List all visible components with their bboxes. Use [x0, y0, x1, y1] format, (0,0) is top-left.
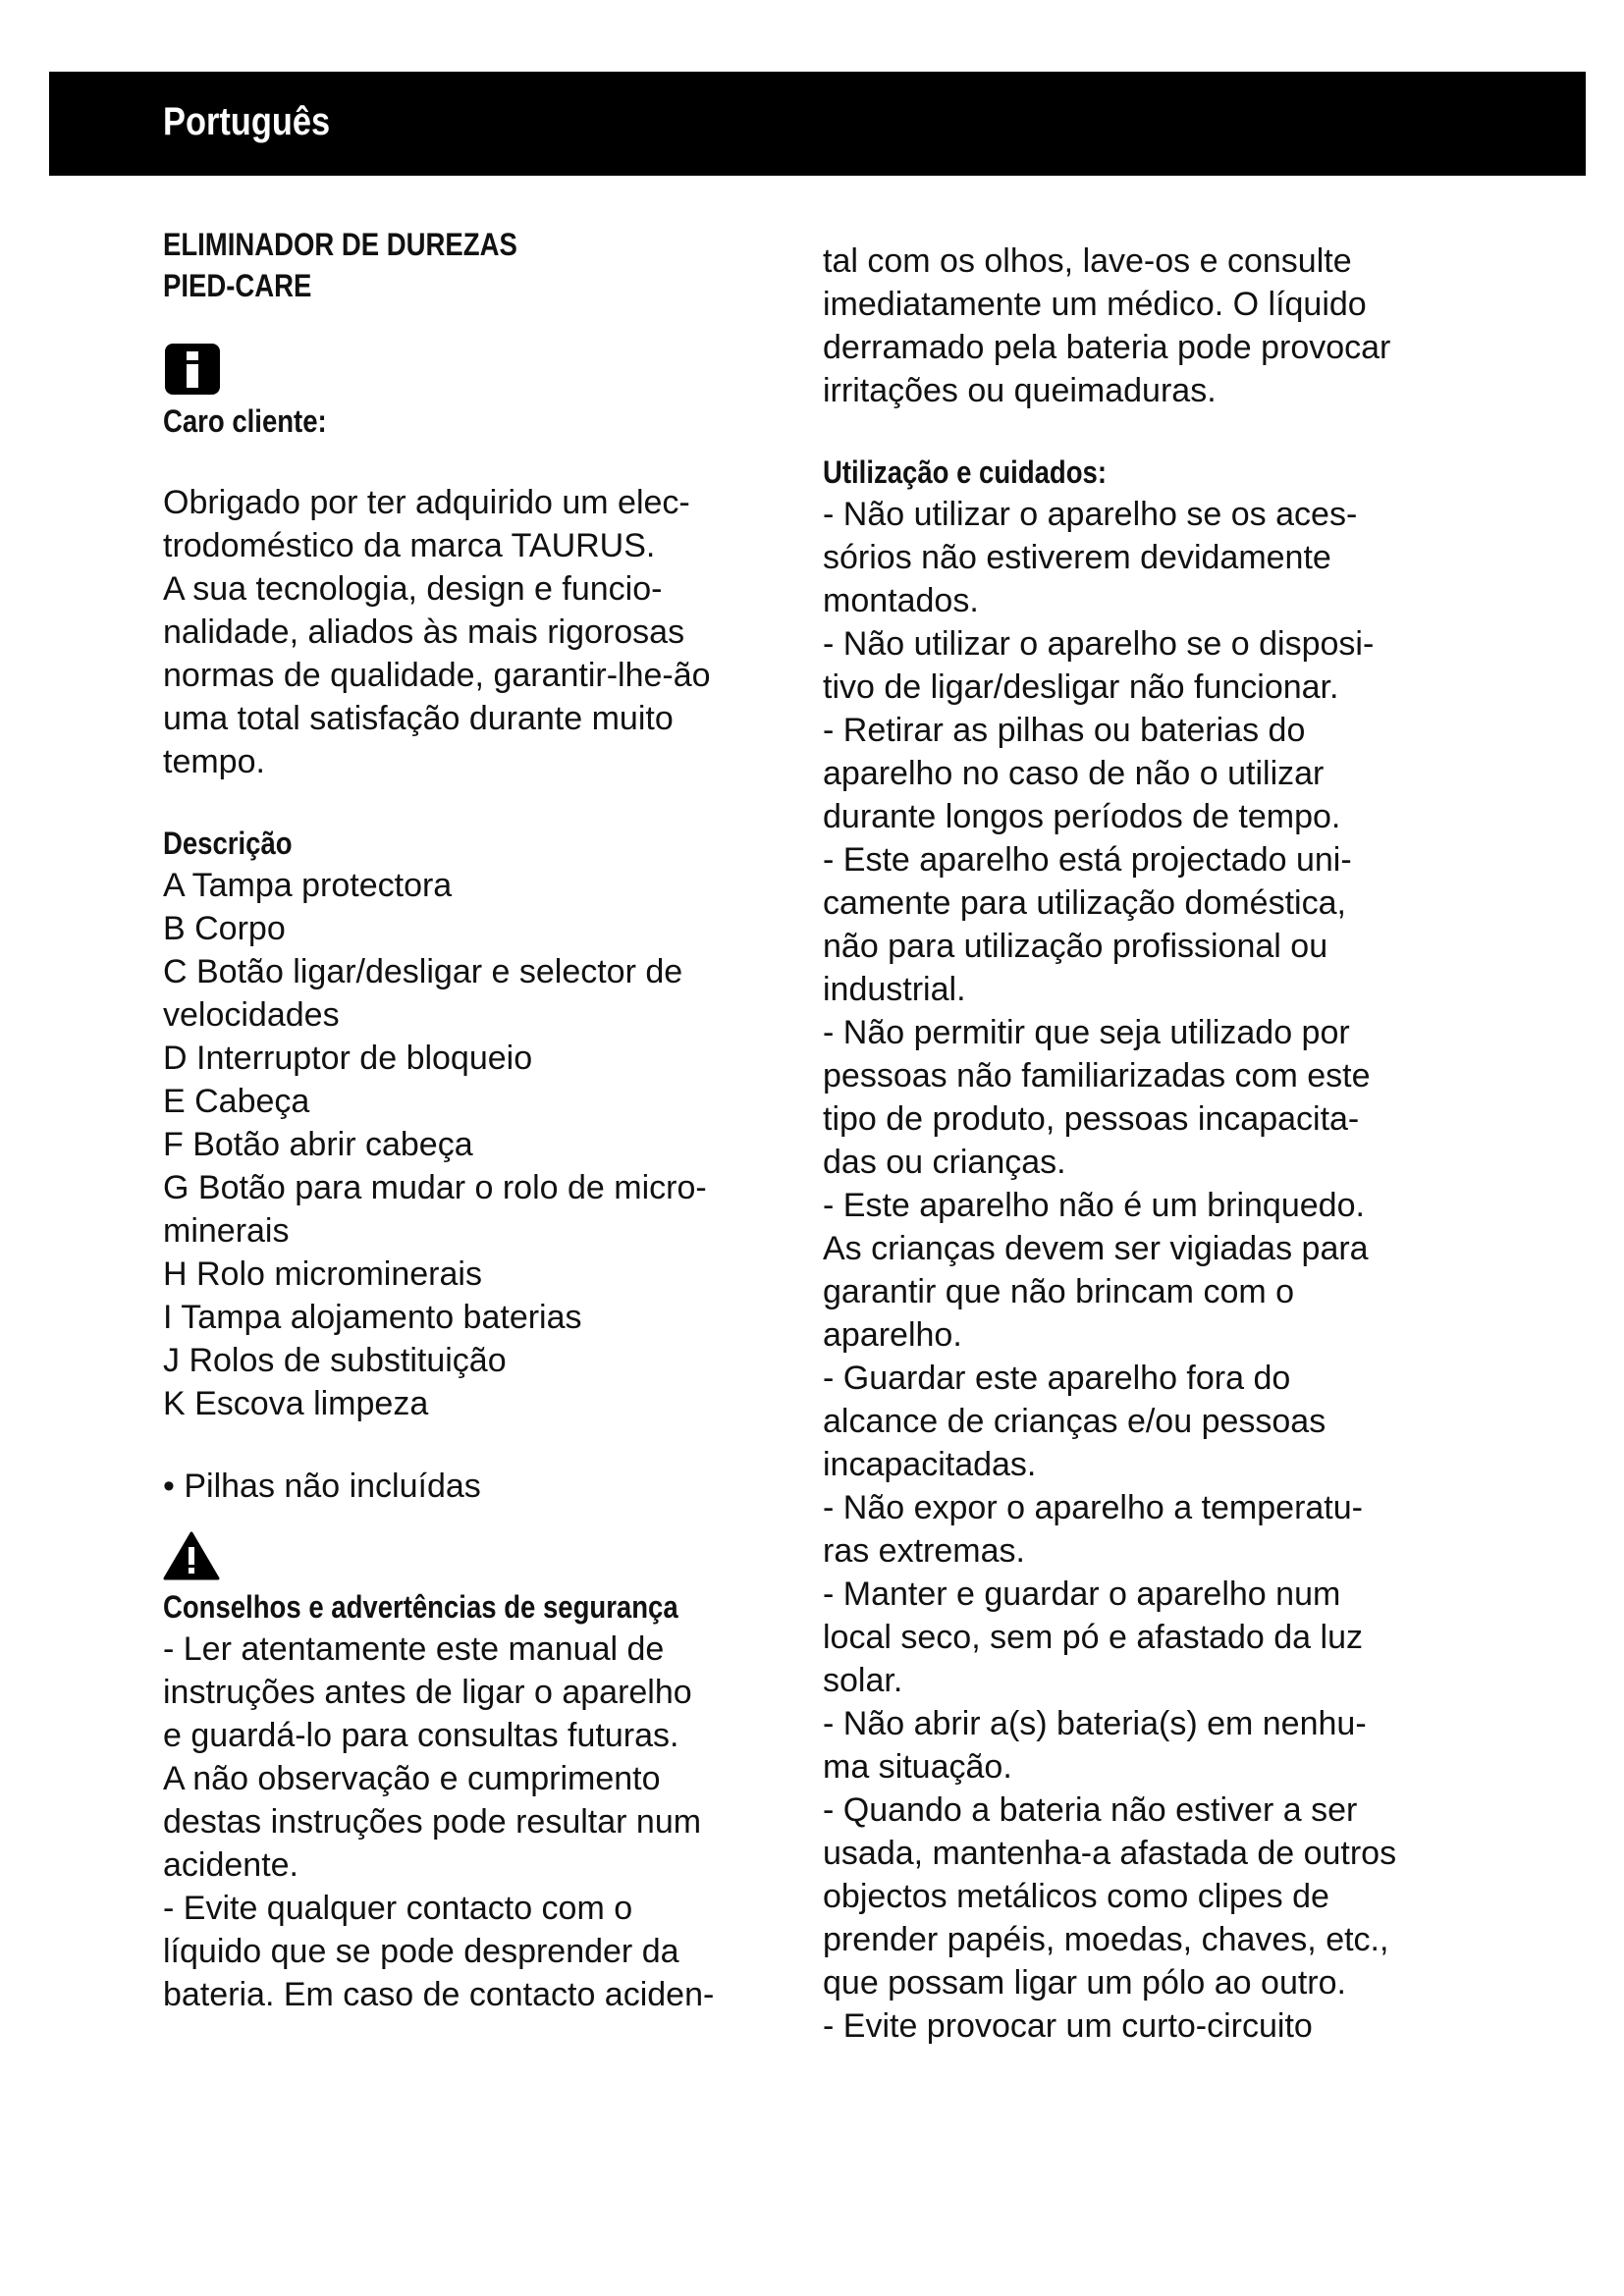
description-item: F Botão abrir cabeça — [163, 1126, 473, 1163]
safety-line: bateria. Em caso de contacto aciden- — [163, 1976, 715, 2013]
description-item: G Botão para mudar o rolo de micro- — [163, 1169, 707, 1206]
usage-line: local seco, sem pó e afastado da luz — [823, 1619, 1363, 1656]
usage-line: - Evite provocar um curto-circuito — [823, 2007, 1313, 2045]
right-column — [823, 240, 1451, 2048]
usage-line: - Este aparelho está projectado uni- — [823, 841, 1352, 879]
description-item: H Rolo microminerais — [163, 1255, 482, 1293]
usage-line: ras extremas. — [823, 1532, 1025, 1570]
batteries-note: • Pilhas não incluídas — [163, 1468, 481, 1505]
safety-line: acidente. — [163, 1846, 298, 1884]
usage-line: aparelho. — [823, 1316, 962, 1354]
usage-line: montados. — [823, 582, 979, 619]
description-item: E Cabeça — [163, 1083, 310, 1120]
description-item: K Escova limpeza — [163, 1385, 429, 1422]
usage-line: tivo de ligar/desligar não funcionar. — [823, 668, 1339, 706]
continued-line: imediatamente um médico. O líquido — [823, 286, 1367, 323]
usage-line: objectos metálicos como clipes de — [823, 1878, 1329, 1915]
usage-line: incapacitadas. — [823, 1446, 1037, 1483]
intro-line: Obrigado por ter adquirido um elec- — [163, 484, 690, 521]
greeting-heading: Caro cliente: — [163, 403, 327, 439]
usage-line: prender papéis, moedas, chaves, etc., — [823, 1921, 1389, 1958]
language-header-bar — [49, 72, 1586, 176]
intro-line: uma total satisfação durante muito — [163, 700, 674, 737]
safety-line: destas instruções pode resultar num — [163, 1803, 702, 1841]
usage-line: camente para utilização doméstica, — [823, 884, 1346, 922]
usage-line: As crianças devem ser vigiadas para — [823, 1230, 1369, 1267]
usage-line: solar. — [823, 1662, 903, 1699]
usage-line: - Guardar este aparelho fora do — [823, 1360, 1291, 1397]
usage-line: industrial. — [823, 971, 966, 1008]
usage-line: - Não utilizar o aparelho se os aces- — [823, 496, 1358, 533]
description-item: B Corpo — [163, 910, 286, 947]
safety-line: líquido que se pode desprender da — [163, 1933, 679, 1970]
safety-line: - Evite qualquer contacto com o — [163, 1890, 633, 1927]
usage-line: das ou crianças. — [823, 1144, 1066, 1181]
intro-line: nalidade, aliados às mais rigorosas — [163, 614, 685, 651]
continued-paragraph — [823, 240, 1451, 412]
description-item: minerais — [163, 1212, 290, 1250]
usage-line: aparelho no caso de não o utilizar — [823, 755, 1325, 792]
description-item: D Interruptor de bloqueio — [163, 1040, 533, 1077]
usage-line: - Não utilizar o aparelho se o disposi- — [823, 625, 1375, 663]
intro-line: tempo. — [163, 743, 265, 780]
intro-line: normas de qualidade, garantir-lhe-ão — [163, 657, 711, 694]
usage-line: ma situação. — [823, 1748, 1012, 1786]
usage-line: - Manter e guardar o aparelho num — [823, 1575, 1341, 1613]
description-list — [163, 864, 791, 1425]
usage-line: - Não expor o aparelho a temperatu- — [823, 1489, 1363, 1526]
intro-line: A sua tecnologia, design e funcio- — [163, 570, 663, 608]
continued-line: irritações ou queimaduras. — [823, 372, 1217, 409]
usage-line: - Quando a bateria não estiver a ser — [823, 1791, 1358, 1829]
usage-heading: Utilização e cuidados: — [823, 454, 1108, 490]
safety-line: instruções antes de ligar o aparelho — [163, 1674, 692, 1711]
safety-paragraph — [163, 1628, 791, 2016]
usage-line: - Retirar as pilhas ou baterias do — [823, 712, 1306, 749]
usage-line: - Não abrir a(s) bateria(s) em nenhu- — [823, 1705, 1367, 1742]
intro-paragraph — [163, 481, 791, 783]
description-heading: Descrição — [163, 826, 293, 861]
description-item: I Tampa alojamento baterias — [163, 1299, 582, 1336]
usage-line: - Não permitir que seja utilizado por — [823, 1014, 1350, 1051]
left-column — [163, 224, 791, 2016]
description-item: velocidades — [163, 996, 340, 1034]
product-title-line-2: PIED-CARE — [163, 268, 312, 303]
warning-icon — [163, 1531, 220, 1580]
usage-line: não para utilização profissional ou — [823, 928, 1328, 965]
usage-line: tipo de produto, pessoas incapacita- — [823, 1100, 1360, 1138]
safety-line: A não observação e cumprimento — [163, 1760, 661, 1797]
safety-line: - Ler atentamente este manual de — [163, 1630, 665, 1668]
description-item: A Tampa protectora — [163, 867, 453, 904]
usage-line: usada, mantenha-a afastada de outros — [823, 1835, 1397, 1872]
language-title: Português — [163, 100, 331, 143]
usage-line: alcance de crianças e/ou pessoas — [823, 1403, 1326, 1440]
safety-line: e guardá-lo para consultas futuras. — [163, 1717, 679, 1754]
description-item: J Rolos de substituição — [163, 1342, 507, 1379]
usage-line: que possam ligar um pólo ao outro. — [823, 1964, 1346, 2002]
usage-line: - Este aparelho não é um brinquedo. — [823, 1187, 1365, 1224]
intro-line: trodoméstico da marca TAURUS. — [163, 527, 656, 564]
info-icon — [163, 342, 222, 397]
description-item: C Botão ligar/desligar e selector de — [163, 953, 683, 990]
usage-line: pessoas não familiarizadas com este — [823, 1057, 1371, 1095]
usage-line: sórios não estiverem devidamente — [823, 539, 1331, 576]
product-title-line-1: ELIMINADOR DE DUREZAS — [163, 227, 517, 262]
usage-line: garantir que não brincam com o — [823, 1273, 1295, 1310]
usage-list — [823, 493, 1451, 2048]
continued-line: tal com os olhos, lave-os e consulte — [823, 242, 1352, 280]
continued-line: derramado pela bateria pode provocar — [823, 329, 1391, 366]
usage-line: durante longos períodos de tempo. — [823, 798, 1341, 835]
safety-heading: Conselhos e advertências de segurança — [163, 1589, 678, 1625]
